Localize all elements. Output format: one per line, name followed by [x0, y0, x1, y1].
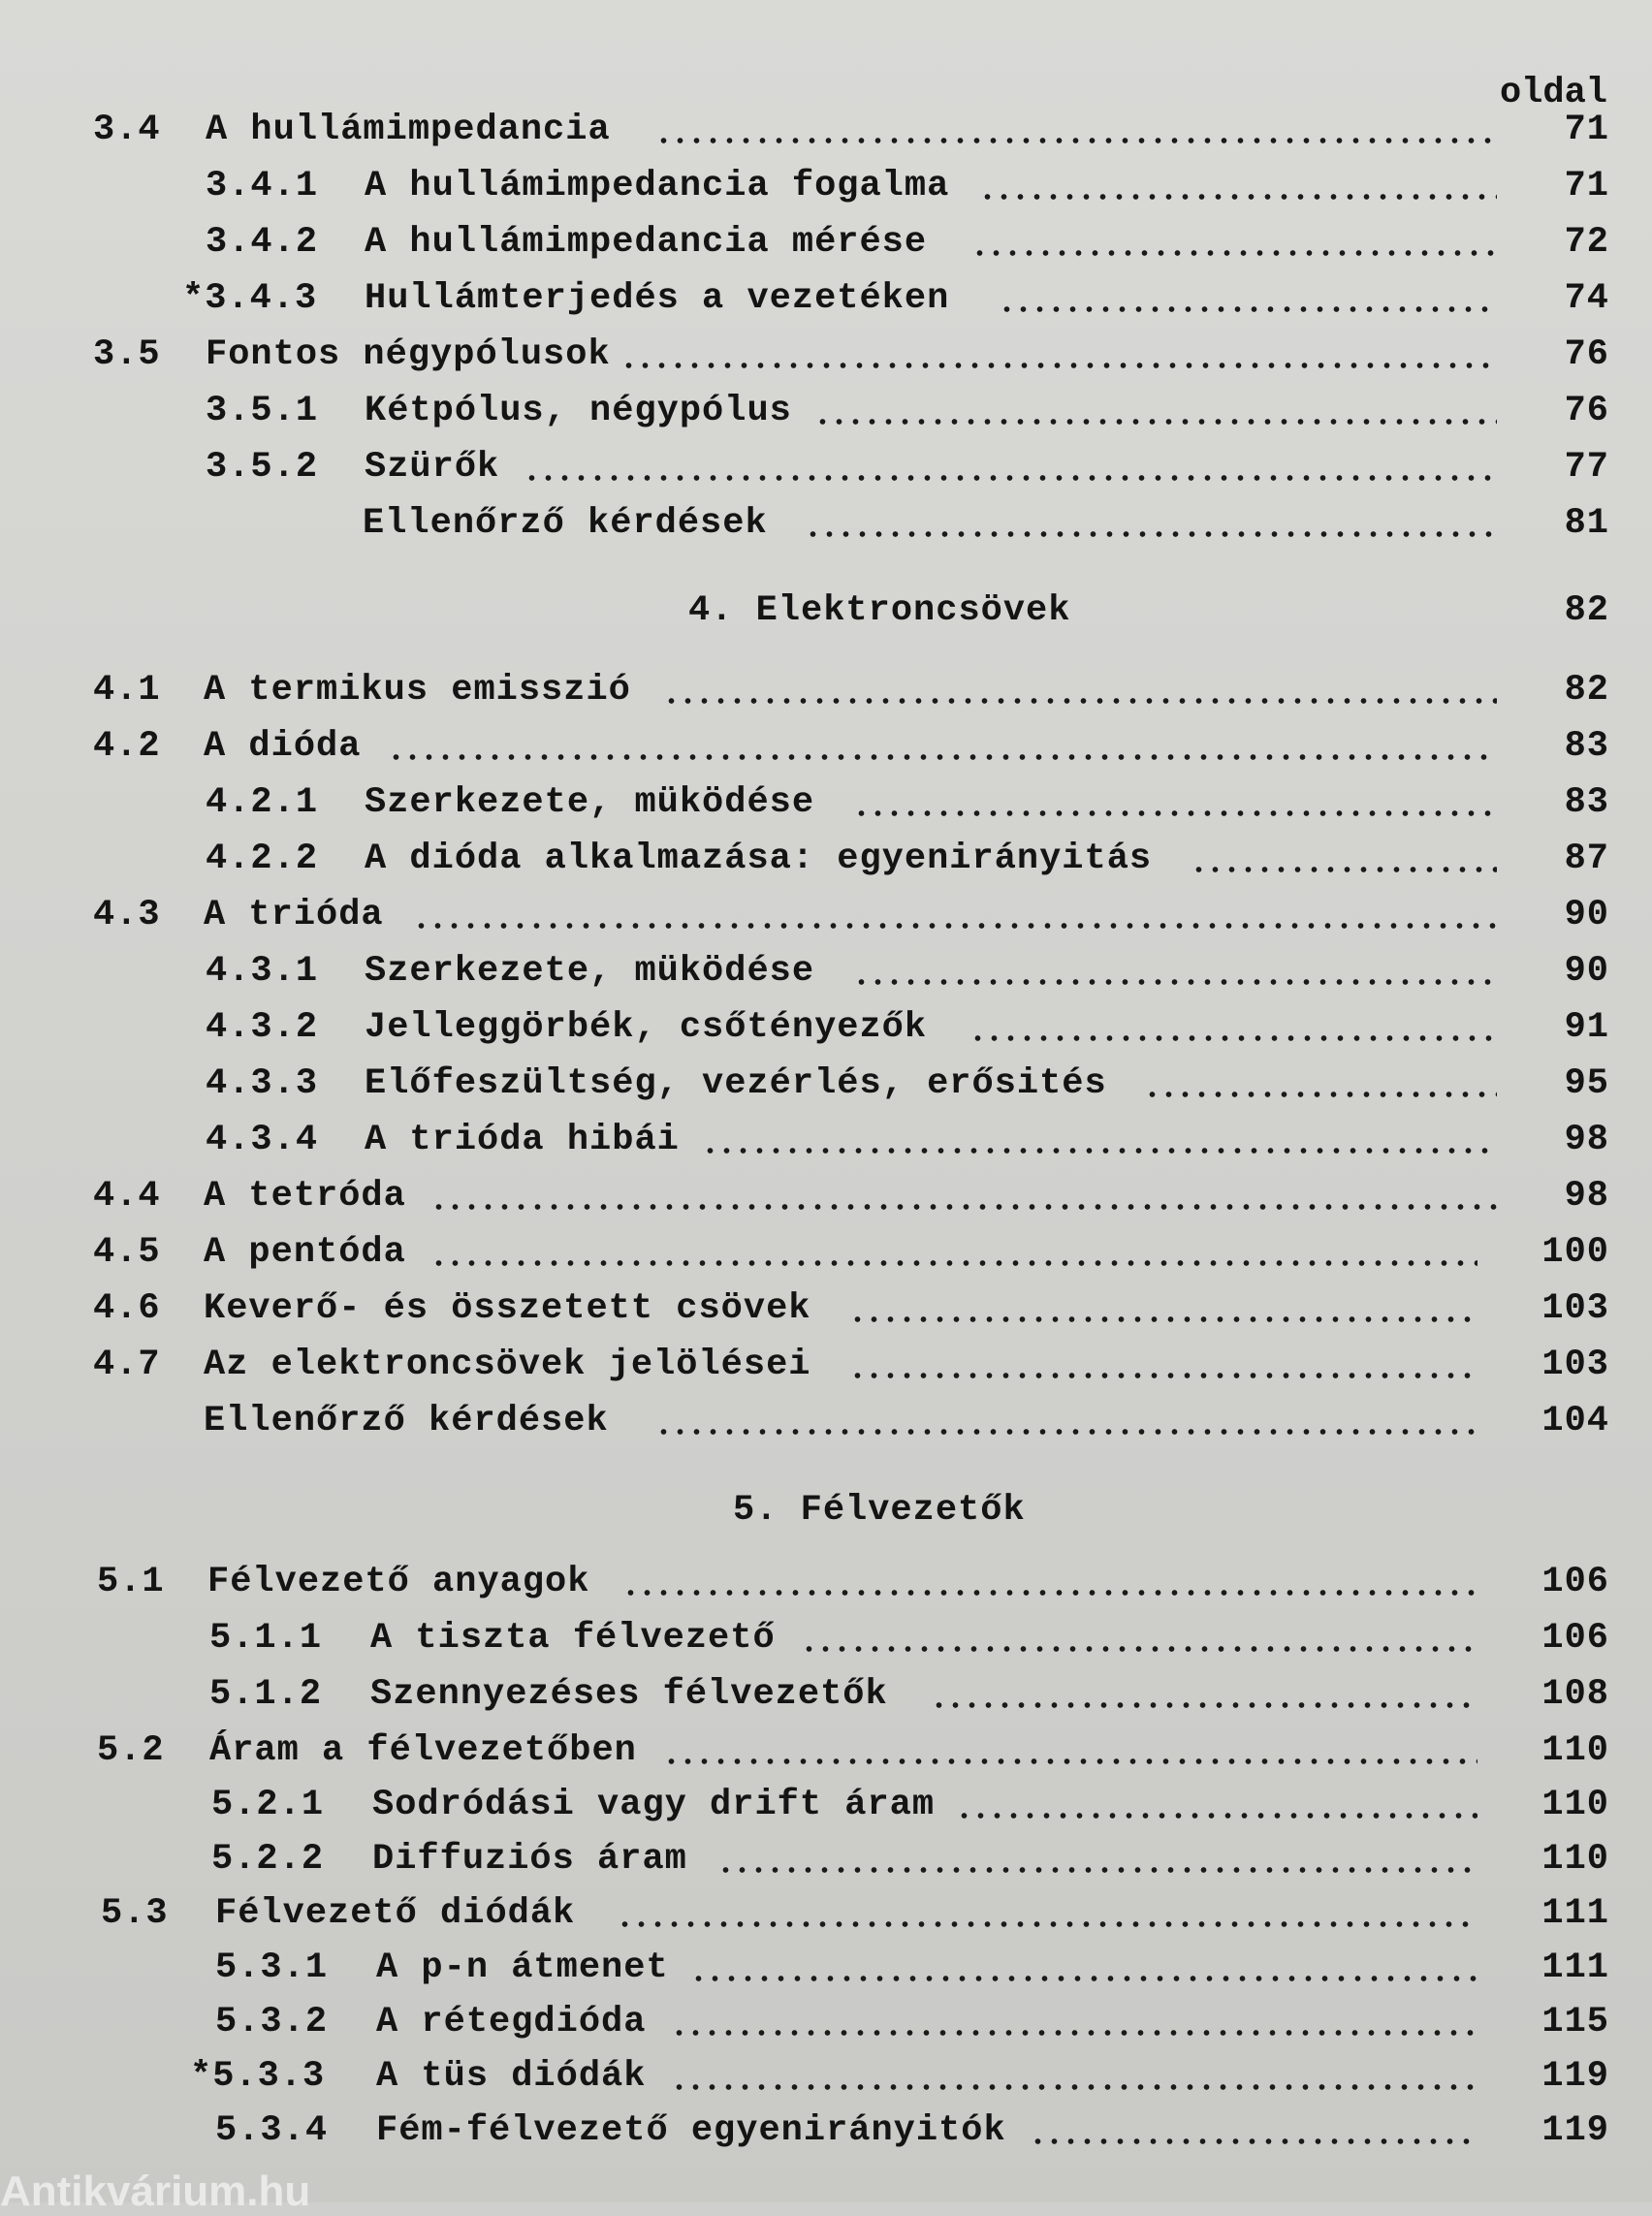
- toc-entry: [0, 1669, 1652, 1720]
- chapter-title: 4. Elektroncsövek: [688, 590, 1071, 631]
- page-number: 106: [1541, 1618, 1609, 1659]
- section-title: Szerkezete, müködése: [365, 782, 815, 823]
- section-number: 4.6: [93, 1288, 161, 1329]
- page-number: 98: [1564, 1176, 1609, 1217]
- page-number: 81: [1564, 503, 1609, 544]
- page-number: 100: [1541, 1232, 1609, 1273]
- section-title: A hullámimpedancia: [206, 110, 611, 150]
- section-number: 4.3: [93, 895, 161, 935]
- page-column-header: oldal: [1499, 73, 1607, 113]
- section-number: 3.4: [93, 110, 161, 150]
- toc-entry: [0, 1613, 1652, 1663]
- dot-leader: [671, 2051, 1477, 2102]
- toc-entry: [0, 442, 1652, 492]
- section-title: Az elektroncsövek jelölései: [204, 1345, 811, 1385]
- page-number: 110: [1541, 1730, 1609, 1771]
- section-number: 5.1: [97, 1562, 165, 1602]
- section-number: 5.2: [97, 1730, 165, 1771]
- page-number: 83: [1564, 726, 1609, 767]
- toc-entry: [0, 1227, 1652, 1278]
- section-title: A tetróda: [204, 1176, 406, 1217]
- dot-leader: [931, 1669, 1477, 1720]
- toc-entry: [0, 1834, 1652, 1884]
- section-number: 4.2: [93, 726, 161, 767]
- page-number: 98: [1564, 1120, 1609, 1160]
- section-title: Fontos négypólusok: [206, 334, 611, 375]
- toc-entry: [0, 1059, 1652, 1109]
- page-number: 77: [1564, 447, 1609, 488]
- section-title: Fém-félvezető egyenirányitók: [376, 2110, 1006, 2151]
- page-number: 111: [1541, 1947, 1609, 1988]
- toc-entry: [0, 1557, 1652, 1607]
- section-number: *5.3.3: [190, 2056, 326, 2097]
- section-number: 4.2.2: [206, 839, 319, 879]
- dot-leader: [801, 1613, 1477, 1663]
- toc-entry: [0, 946, 1652, 997]
- section-title: Jelleggörbék, csőtényezők: [365, 1007, 928, 1048]
- toc-entry: [0, 105, 1652, 155]
- page-number: 110: [1541, 1785, 1609, 1825]
- dot-leader: [999, 273, 1497, 324]
- section-title: A dióda: [204, 726, 362, 767]
- dot-leader: [1144, 1059, 1497, 1109]
- dot-leader: [849, 1340, 1477, 1390]
- chapter-title: 5. Félvezetők: [733, 1490, 1026, 1531]
- dot-leader: [1191, 834, 1497, 884]
- dot-leader: [702, 1115, 1497, 1165]
- section-title: Félvezető anyagok: [207, 1562, 590, 1602]
- dot-leader: [663, 665, 1497, 715]
- section-title: A tiszta félvezető: [370, 1618, 776, 1659]
- section-title: Előfeszültség, vezérlés, erősités: [365, 1063, 1107, 1104]
- section-number: 3.5: [93, 334, 161, 375]
- page-number: 104: [1541, 1401, 1609, 1441]
- page-number: 87: [1564, 839, 1609, 879]
- toc-entry: [0, 161, 1652, 211]
- toc-entry: [0, 2105, 1652, 2156]
- section-title: A tüs diódák: [376, 2056, 647, 2097]
- section-number: 4.7: [93, 1345, 161, 1385]
- page-number: 106: [1541, 1562, 1609, 1602]
- toc-entry: [0, 273, 1652, 324]
- dot-leader: [655, 105, 1497, 155]
- dot-leader: [853, 946, 1497, 997]
- section-title: A trióda hibái: [365, 1120, 680, 1160]
- section-title: Szennyezéses félvezetők: [370, 1674, 888, 1715]
- toc-entry: [0, 1002, 1652, 1053]
- dot-leader: [849, 1283, 1477, 1334]
- section-title: Félvezető diódák: [215, 1893, 576, 1934]
- section-number: 3.4.2: [206, 222, 319, 263]
- dot-leader: [690, 1943, 1477, 1993]
- dot-leader: [969, 1002, 1497, 1053]
- toc-entry: [0, 1725, 1652, 1776]
- toc-entry: [0, 1283, 1652, 1334]
- section-number: *3.4.3: [182, 278, 318, 319]
- section-title: Áram a félvezetőben: [209, 1730, 637, 1771]
- page-number: 108: [1541, 1674, 1609, 1715]
- page-number: 71: [1564, 110, 1609, 150]
- dot-leader: [430, 1171, 1497, 1221]
- dot-leader: [413, 890, 1497, 940]
- section-number: 3.5.2: [206, 447, 319, 488]
- toc-entry: [0, 1115, 1652, 1165]
- toc-entry: [0, 498, 1652, 549]
- dot-leader: [956, 1780, 1477, 1830]
- section-number: 5.2.1: [211, 1785, 325, 1825]
- section-title: Hullámterjedés a vezetéken: [365, 278, 950, 319]
- page-number: 103: [1541, 1288, 1609, 1329]
- toc-entry: [0, 721, 1652, 772]
- dot-leader: [388, 721, 1497, 772]
- toc-entry: [0, 386, 1652, 436]
- section-number: 4.3.2: [206, 1007, 319, 1048]
- dot-leader: [524, 442, 1497, 492]
- page-number: 71: [1564, 166, 1609, 206]
- dot-leader: [805, 498, 1497, 549]
- chapter-heading: [0, 584, 1652, 638]
- section-title: A hullámimpedancia fogalma: [365, 166, 950, 206]
- page-number: 95: [1564, 1063, 1609, 1104]
- page-number: 119: [1541, 2110, 1609, 2151]
- section-title: A hullámimpedancia mérése: [365, 222, 928, 263]
- section-title: Sodródási vagy drift áram: [372, 1785, 936, 1825]
- section-number: 5.1.1: [209, 1618, 323, 1659]
- section-title: Szerkezete, müködése: [365, 951, 815, 992]
- dot-leader: [655, 1396, 1477, 1446]
- toc-entry: [0, 1888, 1652, 1939]
- dot-leader: [663, 1725, 1477, 1776]
- page-number: 90: [1564, 951, 1609, 992]
- watermark-text: Antikvárium.hu: [0, 2168, 311, 2215]
- section-title: Keverő- és összetett csövek: [204, 1288, 811, 1329]
- section-title: Kétpólus, négypólus: [365, 391, 792, 431]
- dot-leader: [617, 1888, 1477, 1939]
- toc-entry: [0, 1340, 1652, 1390]
- page-number: 110: [1541, 1839, 1609, 1880]
- section-number: 5.2.2: [211, 1839, 325, 1880]
- section-number: 5.3.2: [215, 2002, 329, 2042]
- toc-entry: [0, 1396, 1652, 1446]
- section-title: A rétegdióda: [376, 2002, 647, 2042]
- dot-leader: [853, 777, 1497, 828]
- toc-entry: [0, 2051, 1652, 2102]
- section-number: 4.3.3: [206, 1063, 319, 1104]
- section-number: 4.2.1: [206, 782, 319, 823]
- section-number: 4.1: [93, 670, 161, 711]
- section-title: A p-n átmenet: [376, 1947, 669, 1988]
- toc-entry: [0, 1943, 1652, 1993]
- section-title: A pentóda: [204, 1232, 406, 1273]
- chapter-page-number: 82: [1564, 590, 1609, 631]
- section-number: 5.1.2: [209, 1674, 323, 1715]
- dot-leader: [971, 217, 1497, 268]
- toc-entry: [0, 330, 1652, 380]
- toc-entry: [0, 217, 1652, 268]
- chapter-heading: [0, 1483, 1652, 1537]
- dot-leader: [430, 1227, 1477, 1278]
- dot-leader: [671, 1997, 1477, 2047]
- dot-leader: [814, 386, 1497, 436]
- section-title: Szürők: [365, 447, 500, 488]
- page-number: 83: [1564, 782, 1609, 823]
- page-number: 91: [1564, 1007, 1609, 1048]
- toc-entry: [0, 890, 1652, 940]
- section-number: 5.3.1: [215, 1947, 329, 1988]
- page-number: 76: [1564, 334, 1609, 375]
- section-number: 4.3.4: [206, 1120, 319, 1160]
- toc-entry: [0, 1171, 1652, 1221]
- section-number: 4.5: [93, 1232, 161, 1273]
- section-number: 4.3.1: [206, 951, 319, 992]
- toc-entry: [0, 1780, 1652, 1830]
- page-number: 90: [1564, 895, 1609, 935]
- page-number: 115: [1541, 2002, 1609, 2042]
- page-number: 82: [1564, 670, 1609, 711]
- dot-leader: [1030, 2105, 1477, 2156]
- dot-leader: [979, 161, 1497, 211]
- section-number: 4.4: [93, 1176, 161, 1217]
- dot-leader: [622, 1557, 1477, 1607]
- toc-entry: [0, 834, 1652, 884]
- section-title: A termikus emisszió: [204, 670, 631, 711]
- page-number: 74: [1564, 278, 1609, 319]
- section-title: A trióda: [204, 895, 384, 935]
- page-number: 72: [1564, 222, 1609, 263]
- page-number: 119: [1541, 2056, 1609, 2097]
- dot-leader: [717, 1834, 1477, 1884]
- section-title: A dióda alkalmazása: egyenirányitás: [365, 839, 1153, 879]
- page-number: 111: [1541, 1893, 1609, 1934]
- toc-entry: [0, 777, 1652, 828]
- toc-entry: [0, 665, 1652, 715]
- section-number: 5.3: [101, 1893, 169, 1934]
- dot-leader: [620, 330, 1497, 380]
- page-number: 103: [1541, 1345, 1609, 1385]
- section-number: 5.3.4: [215, 2110, 329, 2151]
- toc-entry: [0, 1997, 1652, 2047]
- page-number: 76: [1564, 391, 1609, 431]
- section-number: 3.5.1: [206, 391, 319, 431]
- section-title: Ellenőrző kérdések: [204, 1401, 609, 1441]
- section-number: 3.4.1: [206, 166, 319, 206]
- section-title: Diffuziós áram: [372, 1839, 687, 1880]
- section-title: Ellenőrző kérdések: [363, 503, 768, 544]
